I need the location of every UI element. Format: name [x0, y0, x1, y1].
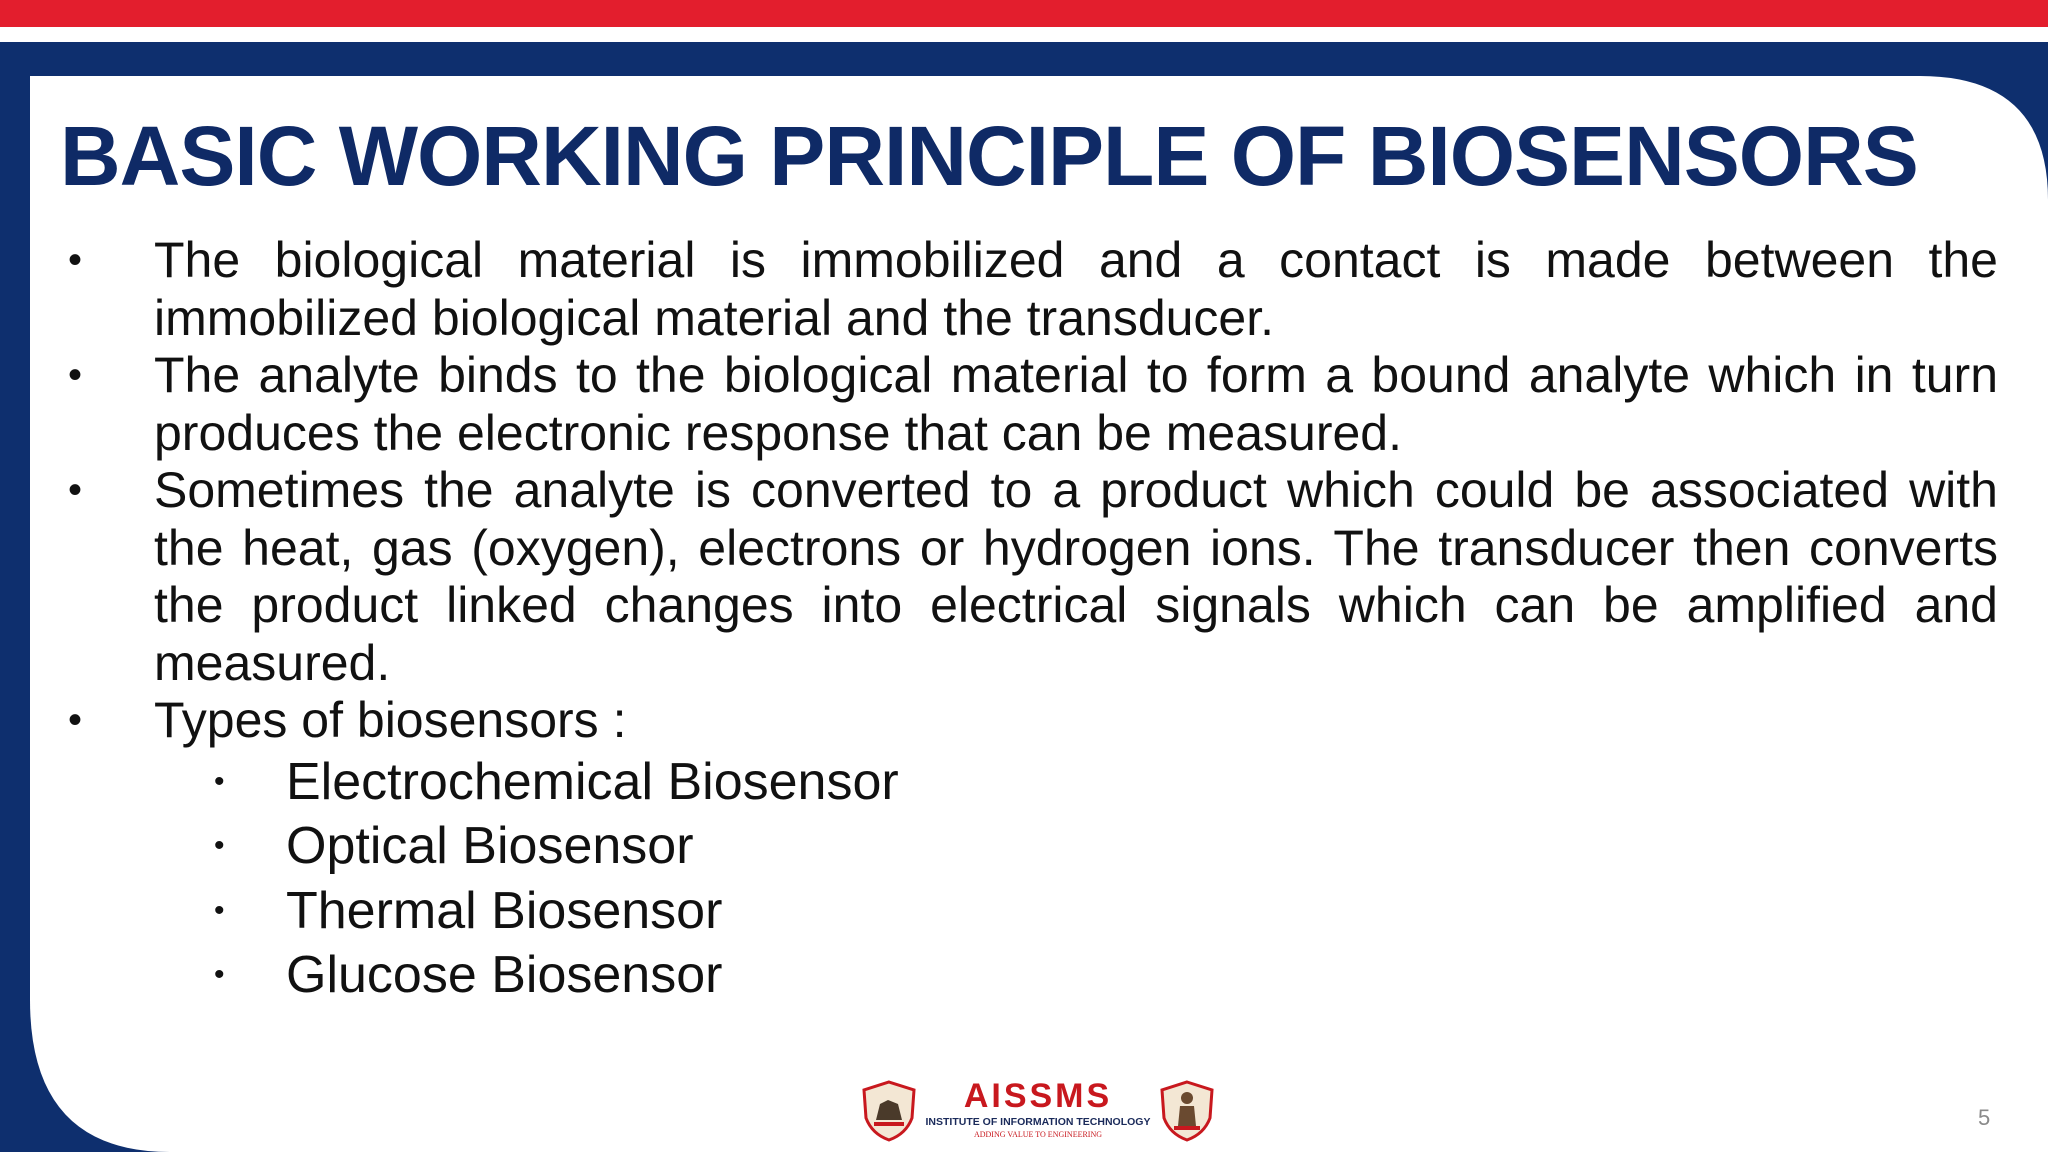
- bullet-text: The biological material is immobilized and a contact is made between the immobilized biological material and the transducer.: [154, 232, 1998, 346]
- sub-bullet-item: [154, 879, 1998, 944]
- crest-emblem-icon: [860, 1080, 918, 1142]
- logo-wordmark: AISSMS: [963, 1077, 1113, 1115]
- sub-bullet-item: [154, 750, 1998, 815]
- logo-subtitle: INSTITUTE OF INFORMATION TECHNOLOGY: [925, 1116, 1151, 1128]
- bullet-dot-icon: •: [68, 238, 83, 282]
- bullet-dot-icon: •: [68, 353, 83, 397]
- sub-bullet-item: [154, 814, 1998, 879]
- sub-bullet-text: Glucose Biosensor: [286, 946, 723, 1004]
- sub-bullet-item: [154, 943, 1998, 1008]
- sub-bullet-dot-icon: •: [214, 829, 225, 862]
- bullet-dot-icon: •: [68, 698, 83, 742]
- sub-bullet-dot-icon: •: [214, 958, 225, 991]
- bullet-item: [68, 462, 1998, 692]
- sub-bullet-list: [154, 750, 1998, 1008]
- bullet-text: Sometimes the analyte is converted to a product which could be associated with the heat, gas (oxygen), electrons or hydrogen ions. The transducer then converts the product linked changes into electrical signals which can be amplified and measured.: [154, 462, 1998, 691]
- logo-tagline: ADDING VALUE TO ENGINEERING: [973, 1130, 1103, 1139]
- sub-bullet-dot-icon: •: [214, 764, 225, 798]
- bullet-item: [68, 347, 1998, 462]
- top-red-bar: [0, 0, 2048, 27]
- bullet-dot-icon: •: [68, 468, 83, 512]
- bullet-item: [68, 692, 1998, 1008]
- sub-bullet-dot-icon: •: [214, 893, 225, 927]
- institute-logo: [860, 1077, 1216, 1144]
- bullet-list: [68, 232, 1998, 1008]
- page-number: 5: [1978, 1105, 1991, 1130]
- sub-bullet-text: Electrochemical Biosensor: [286, 752, 899, 811]
- statue-emblem-icon: [1158, 1080, 1216, 1142]
- sub-bullet-text: Thermal Biosensor: [286, 881, 723, 940]
- bullet-text: The analyte binds to the biological material to form a bound analyte which in turn produces the electronic response that can be measured.: [154, 347, 1998, 461]
- bullet-text: Types of biosensors :: [154, 692, 627, 748]
- slide-title: BASIC WORKING PRINCIPLE OF BIOSENSORS: [60, 109, 1918, 203]
- sub-bullet-text: Optical Biosensor: [286, 817, 694, 875]
- bullet-item: [68, 232, 1998, 347]
